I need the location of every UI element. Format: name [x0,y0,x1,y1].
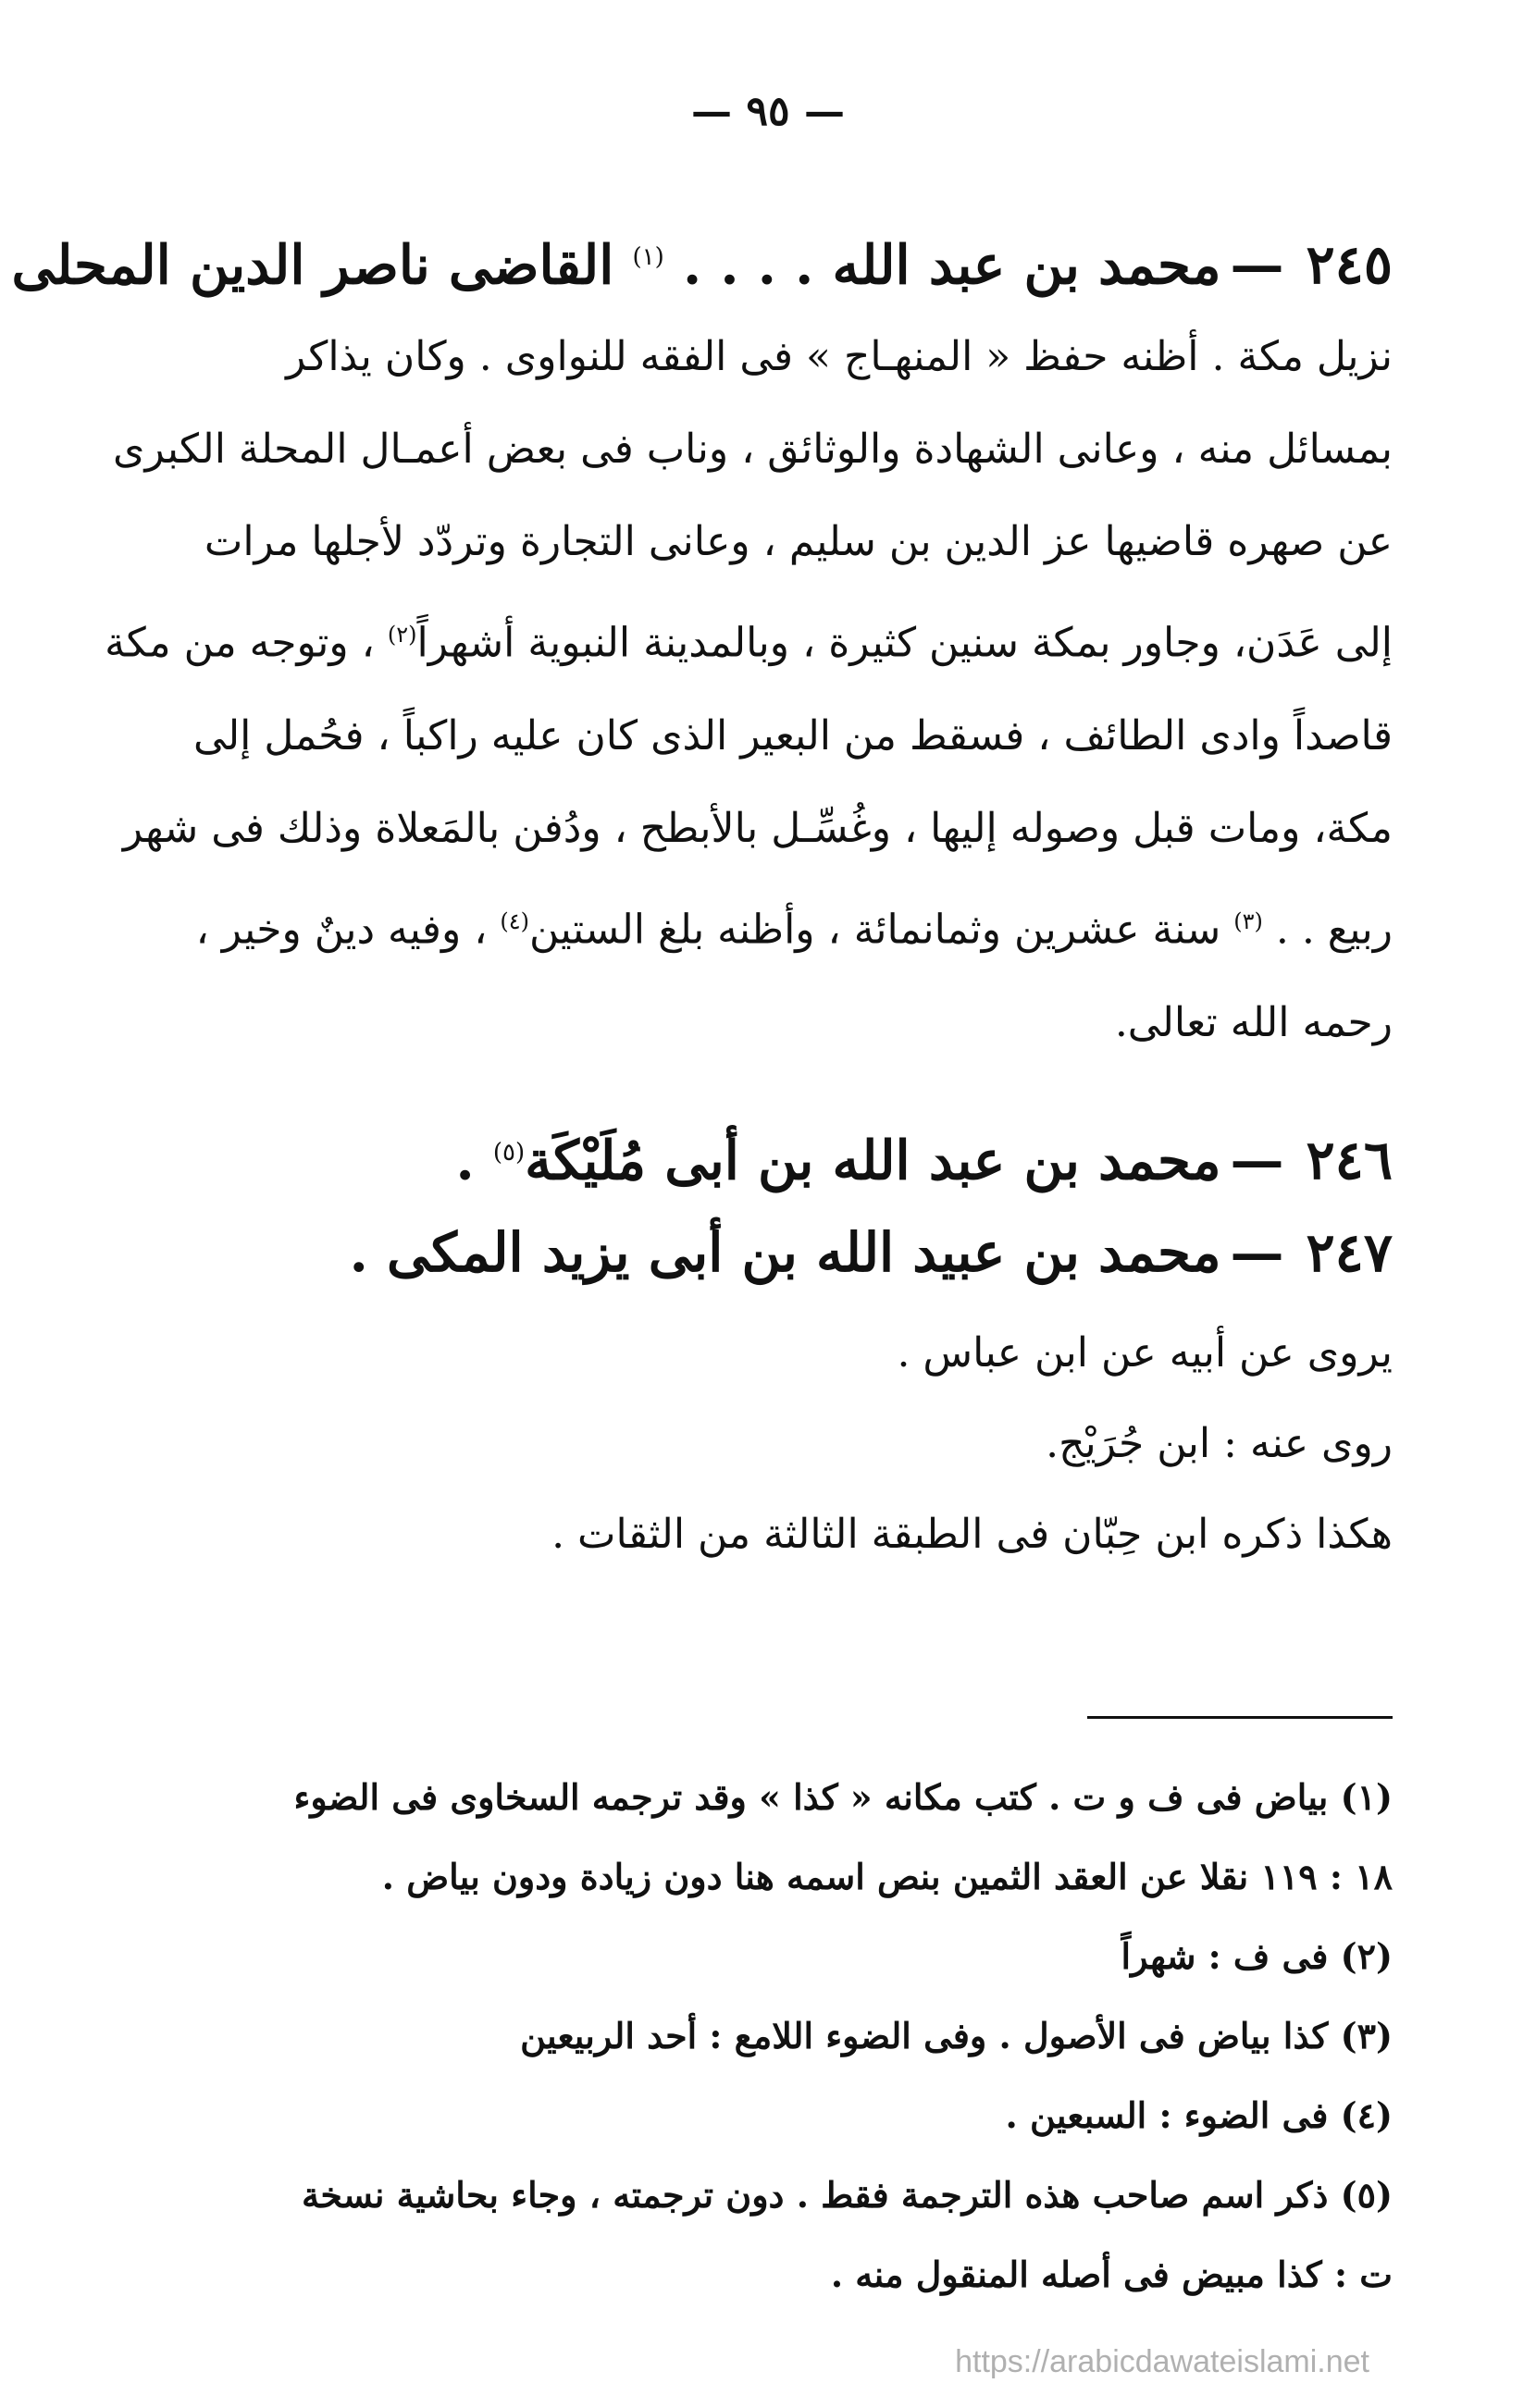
entry-number: ٢٤٧ [1306,1220,1393,1284]
paragraph-line: هكذا ذكره ابن حِبّان فى الطبقة الثالثة من الثقات . [551,1510,1393,1558]
entry-247-body [134,1308,1393,1580]
footnote-line: (٥) ذكر اسم صاحب هذه الترجمة فقط . دون ترجمته ، وجاء بحاشية نسخة [302,2174,1393,2216]
line-text: ، وفيه دينٌ وخير ، [195,906,488,954]
entry-name: محمد بن عبد الله . . . . [683,233,1221,297]
entry-246-heading [134,1106,1393,1206]
footnote-separator [1087,1716,1393,1719]
dash: — [1230,1220,1284,1284]
dash: — [1230,233,1284,297]
spacer [134,1069,1393,1106]
paragraph-line: بمسائل منه ، وعانى الشهادة والوثائق ، وناب فى بعض أعمـال المحلة الكبرى [113,426,1393,474]
footnote-line: (٤) فى الضوء : السبعين . [1005,2094,1393,2136]
paragraph-line: روى عنه : ابن جُرَيْج. [1046,1419,1393,1467]
entry-number: ٢٤٥ [1306,233,1393,297]
entry-name: محمد بن عبيد الله بن أبى يزيد المكى . [349,1220,1221,1284]
entry-number: ٢٤٦ [1306,1128,1393,1192]
footnote-ref: (٥) [492,1138,526,1167]
footnote-line: (٢) فى ف : شهراً [1121,1935,1393,1977]
paragraph-line [105,588,1393,690]
watermark-url: https://arabicdawateislami.net [955,2344,1369,2379]
footnote-line: ت : كذا مبيض فى أصله المنقول منه . [830,2254,1393,2295]
footnote-line: (٣) كذا بياض فى الأصول . وفى الضوء اللامع : أحد الربيعين [520,2015,1393,2056]
page-number: — ٩٥ — [691,88,845,135]
line-text: ربيع . . [1275,906,1393,954]
footnote-ref: (٣) [1233,908,1263,934]
paragraph-line [134,875,1393,977]
paragraph-line: عن صهره قاضيها عز الدين بن سليم ، وعانى التجارة وتردّد لأجلها مرات [204,518,1393,566]
entry-245-heading [11,211,1393,311]
entry-name: محمد بن عبد الله بن أبى مُلَيْكَة [525,1128,1221,1192]
line-text: إلى عَدَن، وجاور بمكة سنين كثيرة ، وبالمدينة النبوية أشهراً [416,619,1393,667]
footnote-ref: (١) [632,243,664,271]
footnote-ref: (٢) [387,622,417,648]
paragraph-line: قاصداً وادى الطائف ، فسقط من البعير الذى كان عليه راكباً ، فحُمل إلى [193,711,1393,759]
dash: — [1230,1128,1284,1192]
entry-name-rest: القاضى ناصر الدين المحلى [11,233,614,297]
footnote-ref: (٤) [500,908,530,934]
paragraph-line: مكة، ومات قبل وصوله إليها ، وغُسِّـل بالأبطح ، ودُفن بالمَعلاة وذلك فى شهر [122,804,1393,852]
entry-245-paragraph [105,311,1393,1068]
footnotes [125,1758,1393,2315]
footnote-line: (١) بياض فى ف و ت . كتب مكانه « كذا » وقد ترجمه السخاوى فى الضوء [293,1776,1393,1818]
line-text: سنة عشرين وثمانمائة ، وأظنه بلغ الستين [529,906,1221,954]
paragraph-line: رحمه الله تعالى. [1114,998,1393,1046]
line-text: ، وتوجه من مكة [105,619,375,667]
paragraph-line: نزيل مكة . أظنه حفظ « المنهـاج » فى الفقه للنواوى . وكان يذاكر [286,333,1393,381]
paragraph-line: يروى عن أبيه عن ابن عباس . [897,1328,1393,1377]
footnote-line: ١٨ : ١١٩ نقلا عن العقد الثمين بنص اسمه هنا دون زيادة ودون بياض . [381,1856,1393,1897]
entry-tail: . [455,1128,475,1192]
main-text [11,211,1393,1580]
entry-247-heading [134,1206,1393,1299]
